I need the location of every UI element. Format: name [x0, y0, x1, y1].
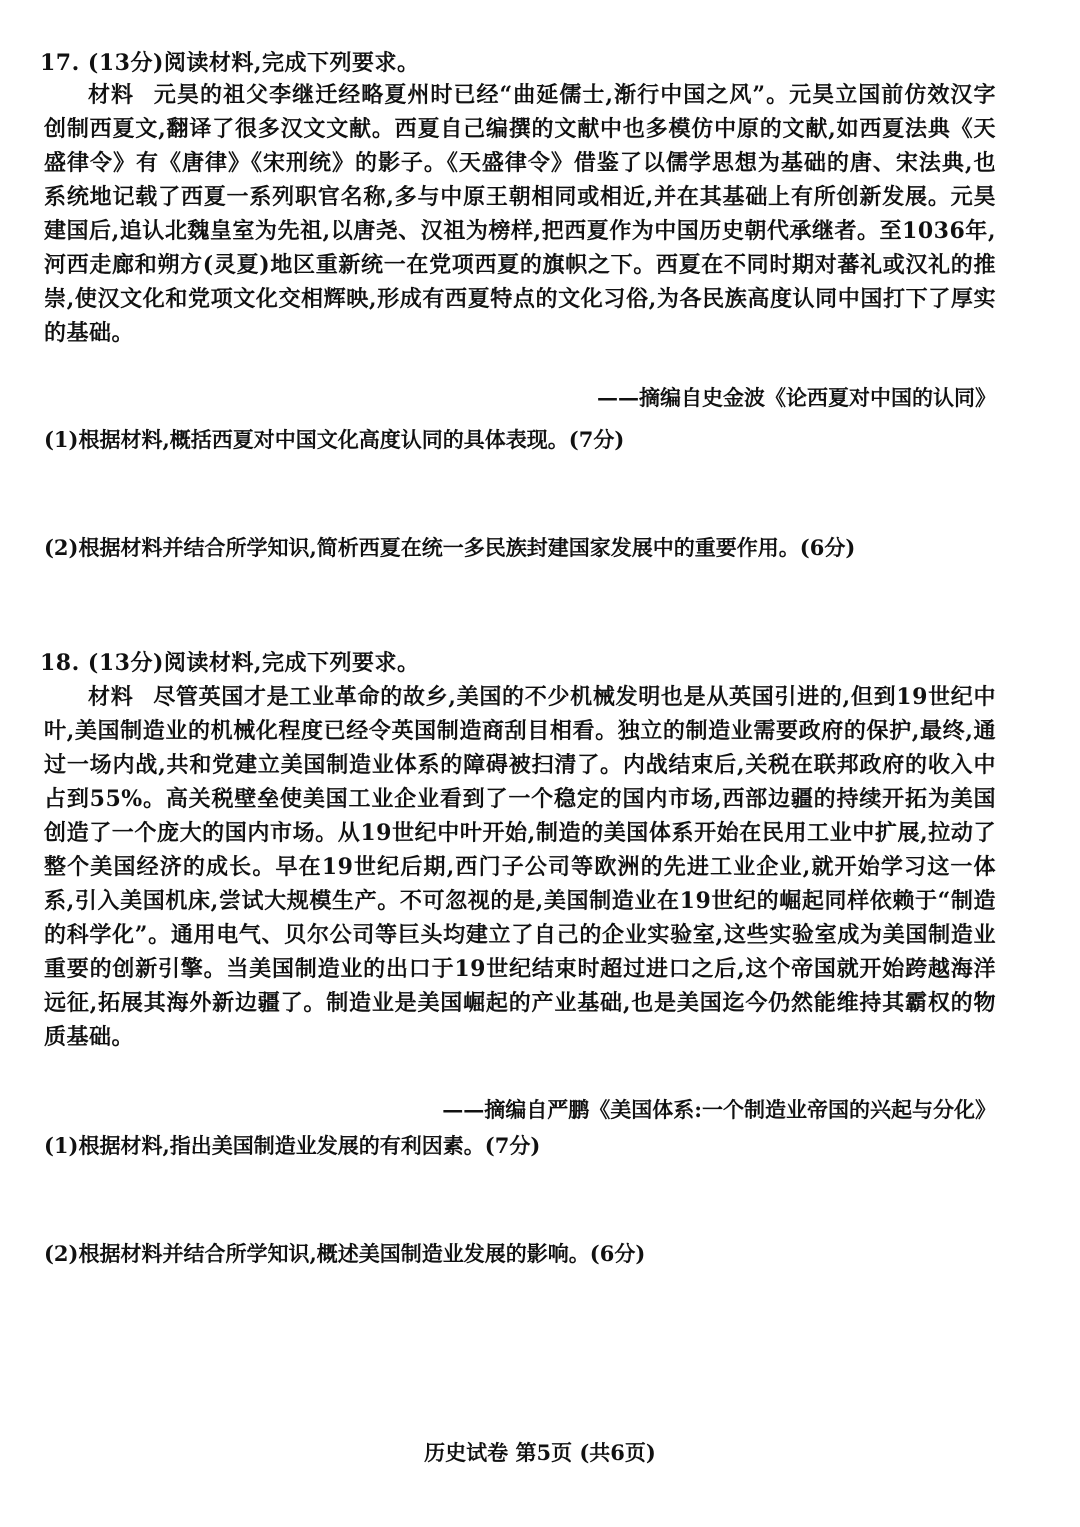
question-17-material-text: 元昊的祖父李继迁经略夏州时已经“曲延儒士,渐行中国之风”。元昊立国前仿效汉字创制西夏文,翻译了很多汉文文献。西夏自己编撰的文献中也多模仿中原的文献,如西夏法典《天盛律令》有《唐律》《宋刑统》的影子。《天盛律令》借鉴了以儒学思想为基础的唐、宋法典,也系统地记载了西夏一系列职官名称,多与中原王朝相同或相近,并在其基础上有所创新发展。元昊建国后,追认北魏皇室为先祖,以唐尧、汉祖为榜样,把西夏作为中国历史朝代承继者。至1036年,河西走廊和朔方(灵夏)地区重新统一在党项西夏的旗帜之下。西夏在不同时期对蕃礼或汉礼的推崇,使汉文化和党项文化交相辉映,形成有西夏特点的文化习俗,为各民族高度认同中国打下了厚实的基础。 [44, 82, 996, 346]
question-18-source: ——摘编自严鹏《美国体系:一个制造业帝国的兴起与分化》 [442, 1097, 996, 1122]
question-18-sub-1: (1)根据材料,指出美国制造业发展的有利因素。(7分) [44, 1133, 541, 1158]
question-18-sub-2: (2)根据材料并结合所学知识,概述美国制造业发展的影响。(6分) [44, 1241, 646, 1266]
question-18-material [44, 680, 996, 1054]
question-17-sub-1: (1)根据材料,概括西夏对中国文化高度认同的具体表现。(7分) [44, 427, 625, 452]
page-footer: 历史试卷 第5页 (共6页) [424, 1440, 656, 1465]
question-17-header: 17. (13分)阅读材料,完成下列要求。 [40, 50, 420, 76]
question-17-material [44, 78, 996, 350]
material-label: 材料 [88, 684, 134, 710]
material-label: 材料 [88, 82, 135, 108]
question-18-header: 18. (13分)阅读材料,完成下列要求。 [40, 650, 420, 676]
question-18-material-text: 尽管英国才是工业革命的故乡,美国的不少机械发明也是从英国引进的,但到19世纪中叶,美国制造业的机械化程度已经令英国制造商刮目相看。独立的制造业需要政府的保护,最终,通过一场内战,共和党建立美国制造业体系的障碍被扫清了。内战结束后,关税在联邦政府的收入中占到55%。高关税壁垒使美国工业企业看到了一个稳定的国内市场,西部边疆的持续开拓为美国创造了一个庞大的国内市场。从19世纪中叶开始,制造的美国体系开始在民用工业中扩展,拉动了整个美国经济的成长。早在19世纪后期,西门子公司等欧洲的先进工业企业,就开始学习这一体系,引入美国机床,尝试大规模生产。不可忽视的是,美国制造业在19世纪的崛起同样依赖于“制造的科学化”。通用电气、贝尔公司等巨头均建立了自己的企业实验室,这些实验室成为美国制造业重要的创新引擎。当美国制造业的出口于19世纪结束时超过进口之后,这个帝国就开始跨越海洋远征,拓展其海外新边疆了。制造业是美国崛起的产业基础,也是美国迄今仍然能维持其霸权的物质基础。 [44, 684, 996, 1050]
question-17-source: ——摘编自史金波《论西夏对中国的认同》 [597, 385, 996, 410]
question-17-sub-2: (2)根据材料并结合所学知识,简析西夏在统一多民族封建国家发展中的重要作用。(6分) [44, 535, 856, 560]
